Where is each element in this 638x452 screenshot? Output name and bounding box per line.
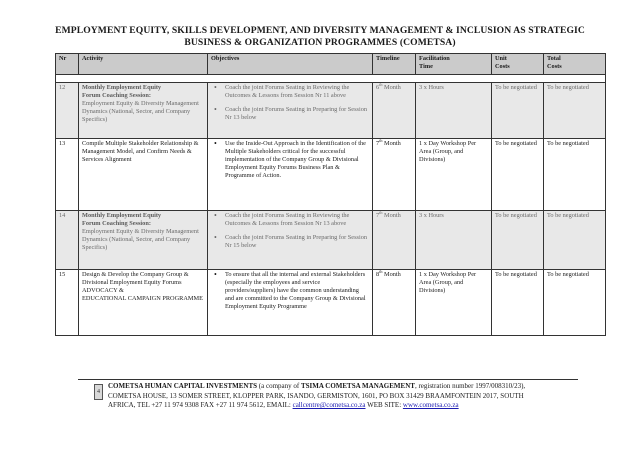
timeline-unit: Month (382, 271, 401, 278)
header-facilitation (416, 54, 492, 75)
footer-line-1 (108, 382, 578, 392)
header-facilitation-line1: Facilitation (419, 55, 450, 62)
timeline-number: 7 (376, 212, 380, 219)
row-total-cost: To be negotiated (544, 139, 606, 211)
timeline-number: 7 (376, 140, 380, 147)
footer-company-name: COMETSA HUMAN CAPITAL INVESTMENTS (108, 382, 258, 390)
activity-title-2: Forum Coaching Session: (82, 220, 151, 228)
row-facilitation: 3 x Hours (416, 211, 492, 270)
objective-item: • To ensure that all the internal and external Stakeholders (especially the employees and service providers/suppliers) have the common understanding and are committed to the Company Group & Divisional Employment Equity Programme (225, 271, 369, 311)
objective-item: • Coach the joint Forums Seating in Preparing for Session Nr 13 below (225, 106, 369, 122)
row-unit-cost: To be negotiated (492, 139, 544, 211)
activity-desc-3: EDUCATIONAL CAMPAIGN PROGRAMME (82, 295, 203, 303)
activity-desc-2: ADVOCACY & (82, 287, 124, 295)
activity-title: Monthly Employment Equity (82, 84, 162, 91)
row-activity (79, 211, 208, 270)
timeline-suffix: th (379, 210, 383, 215)
header-total-costs (544, 54, 606, 75)
programme-table (55, 53, 606, 336)
footer-line-3 (108, 401, 578, 411)
footer-line-2: COMETSA HOUSE, 13 SOMER STREET, KLOPPER PARK, ISANDO, GERMISTON, 1601, PO BOX 31429 BRAAMFONTEIN 2017, SOUTH (108, 391, 524, 400)
row-nr: 12 (56, 83, 79, 139)
table-row (56, 83, 606, 139)
activity-title: Monthly Employment Equity (82, 212, 162, 219)
header-row (56, 54, 606, 75)
header-total-line2: Costs (547, 63, 562, 71)
activity-desc: Compile Multiple Stakeholder Relationship & Management Model, and Confirm Needs & Services Alignment (82, 140, 199, 164)
row-activity (79, 139, 208, 211)
footer-parent-name: TSIMA COMETSA MANAGEMENT (300, 382, 415, 390)
timeline-suffix: th (379, 82, 383, 87)
row-activity (79, 83, 208, 139)
row-objectives (208, 139, 373, 211)
row-facilitation: 1 x Day Workshop Per Area (Group, and Divisions) (416, 139, 492, 211)
objective-item: • Use the Inside-Out Approach in the Identification of the Multiple Stakeholders critical for the successful implementation of the Company Group & Divisional Employment Equity Forums Business Plan & Programme of Action. (225, 140, 369, 180)
footer-text-2: , registration number 1997/008310/23), (414, 382, 526, 390)
row-total-cost: To be negotiated (544, 270, 606, 336)
header-activity: Activity (79, 54, 208, 75)
footer-website-label: WEB SITE: (365, 401, 403, 410)
objective-item: • Coach the joint Forums Seating in Reviewing the Outcomes & Lessons from Session Nr 11 above (225, 84, 369, 100)
row-objectives (208, 83, 373, 139)
row-nr: 15 (56, 270, 79, 336)
row-nr: 14 (56, 211, 79, 270)
footer-website-link[interactable]: www.cometsa.co.za (402, 401, 459, 410)
header-facilitation-line2: Time (419, 63, 433, 71)
footer-contact: AFRICA, TEL +27 11 974 9308 FAX +27 11 974 5612, EMAIL: (108, 401, 293, 410)
header-timeline: Timeline (373, 54, 416, 75)
timeline-number: 6 (376, 84, 380, 91)
title-line-2: BUSINESS & ORGANIZATION PROGRAMMES (COMETSA) (184, 37, 456, 48)
row-objectives (208, 270, 373, 336)
row-timeline (373, 83, 416, 139)
table-row (56, 139, 606, 211)
footer-text-1: (a company of (257, 382, 301, 390)
table-row (56, 270, 606, 336)
timeline-suffix: th (379, 269, 383, 274)
document-title (40, 25, 600, 49)
row-unit-cost: To be negotiated (492, 83, 544, 139)
header-total-line1: Total (547, 55, 561, 62)
row-unit-cost: To be negotiated (492, 211, 544, 270)
row-timeline (373, 270, 416, 336)
row-objectives (208, 211, 373, 270)
row-unit-cost: To be negotiated (492, 270, 544, 336)
title-line-1: EMPLOYMENT EQUITY, SKILLS DEVELOPMENT, AND DIVERSITY MANAGEMENT & INCLUSION AS STRATEGIC (55, 25, 585, 36)
activity-desc: Employment Equity & Diversity Management Dynamics (National, Sector, and Company Specifics) (82, 228, 199, 252)
separator-row (56, 75, 606, 83)
table-row (56, 211, 606, 270)
row-total-cost: To be negotiated (544, 211, 606, 270)
timeline-unit: Month (382, 140, 401, 147)
header-objectives: Objectives (208, 54, 373, 75)
timeline-unit: Month (382, 84, 401, 91)
footer-email-link[interactable]: callcentre@cometsa.co.za (292, 401, 366, 410)
footer-divider (78, 379, 578, 380)
row-nr: 13 (56, 139, 79, 211)
timeline-number: 8 (376, 271, 380, 278)
activity-title-2: Forum Coaching Session: (82, 92, 151, 100)
timeline-suffix: th (379, 138, 383, 143)
footer (108, 382, 578, 411)
activity-desc: Design & Develop the Company Group & Divisional Employment Equity Forums (82, 271, 189, 287)
header-nr: Nr (56, 54, 79, 75)
page-number-icon: 4 (94, 384, 103, 400)
header-unit-line1: Unit (495, 55, 507, 62)
row-facilitation: 1 x Day Workshop Per Area (Group, and Divisions) (416, 270, 492, 336)
row-timeline (373, 139, 416, 211)
header-unit-costs (492, 54, 544, 75)
row-facilitation: 3 x Hours (416, 83, 492, 139)
objective-item: • Coach the joint Forums Seating in Preparing for Session Nr 15 below (225, 234, 369, 250)
objective-item: • Coach the joint Forums Seating in Reviewing the Outcomes & Lessons from Session Nr 13 above (225, 212, 369, 228)
row-timeline (373, 211, 416, 270)
header-unit-line2: Costs (495, 63, 510, 71)
activity-desc: Employment Equity & Diversity Management Dynamics (National, Sector, and Company Specifics) (82, 100, 199, 124)
timeline-unit: Month (382, 212, 401, 219)
row-total-cost: To be negotiated (544, 83, 606, 139)
row-activity (79, 270, 208, 336)
